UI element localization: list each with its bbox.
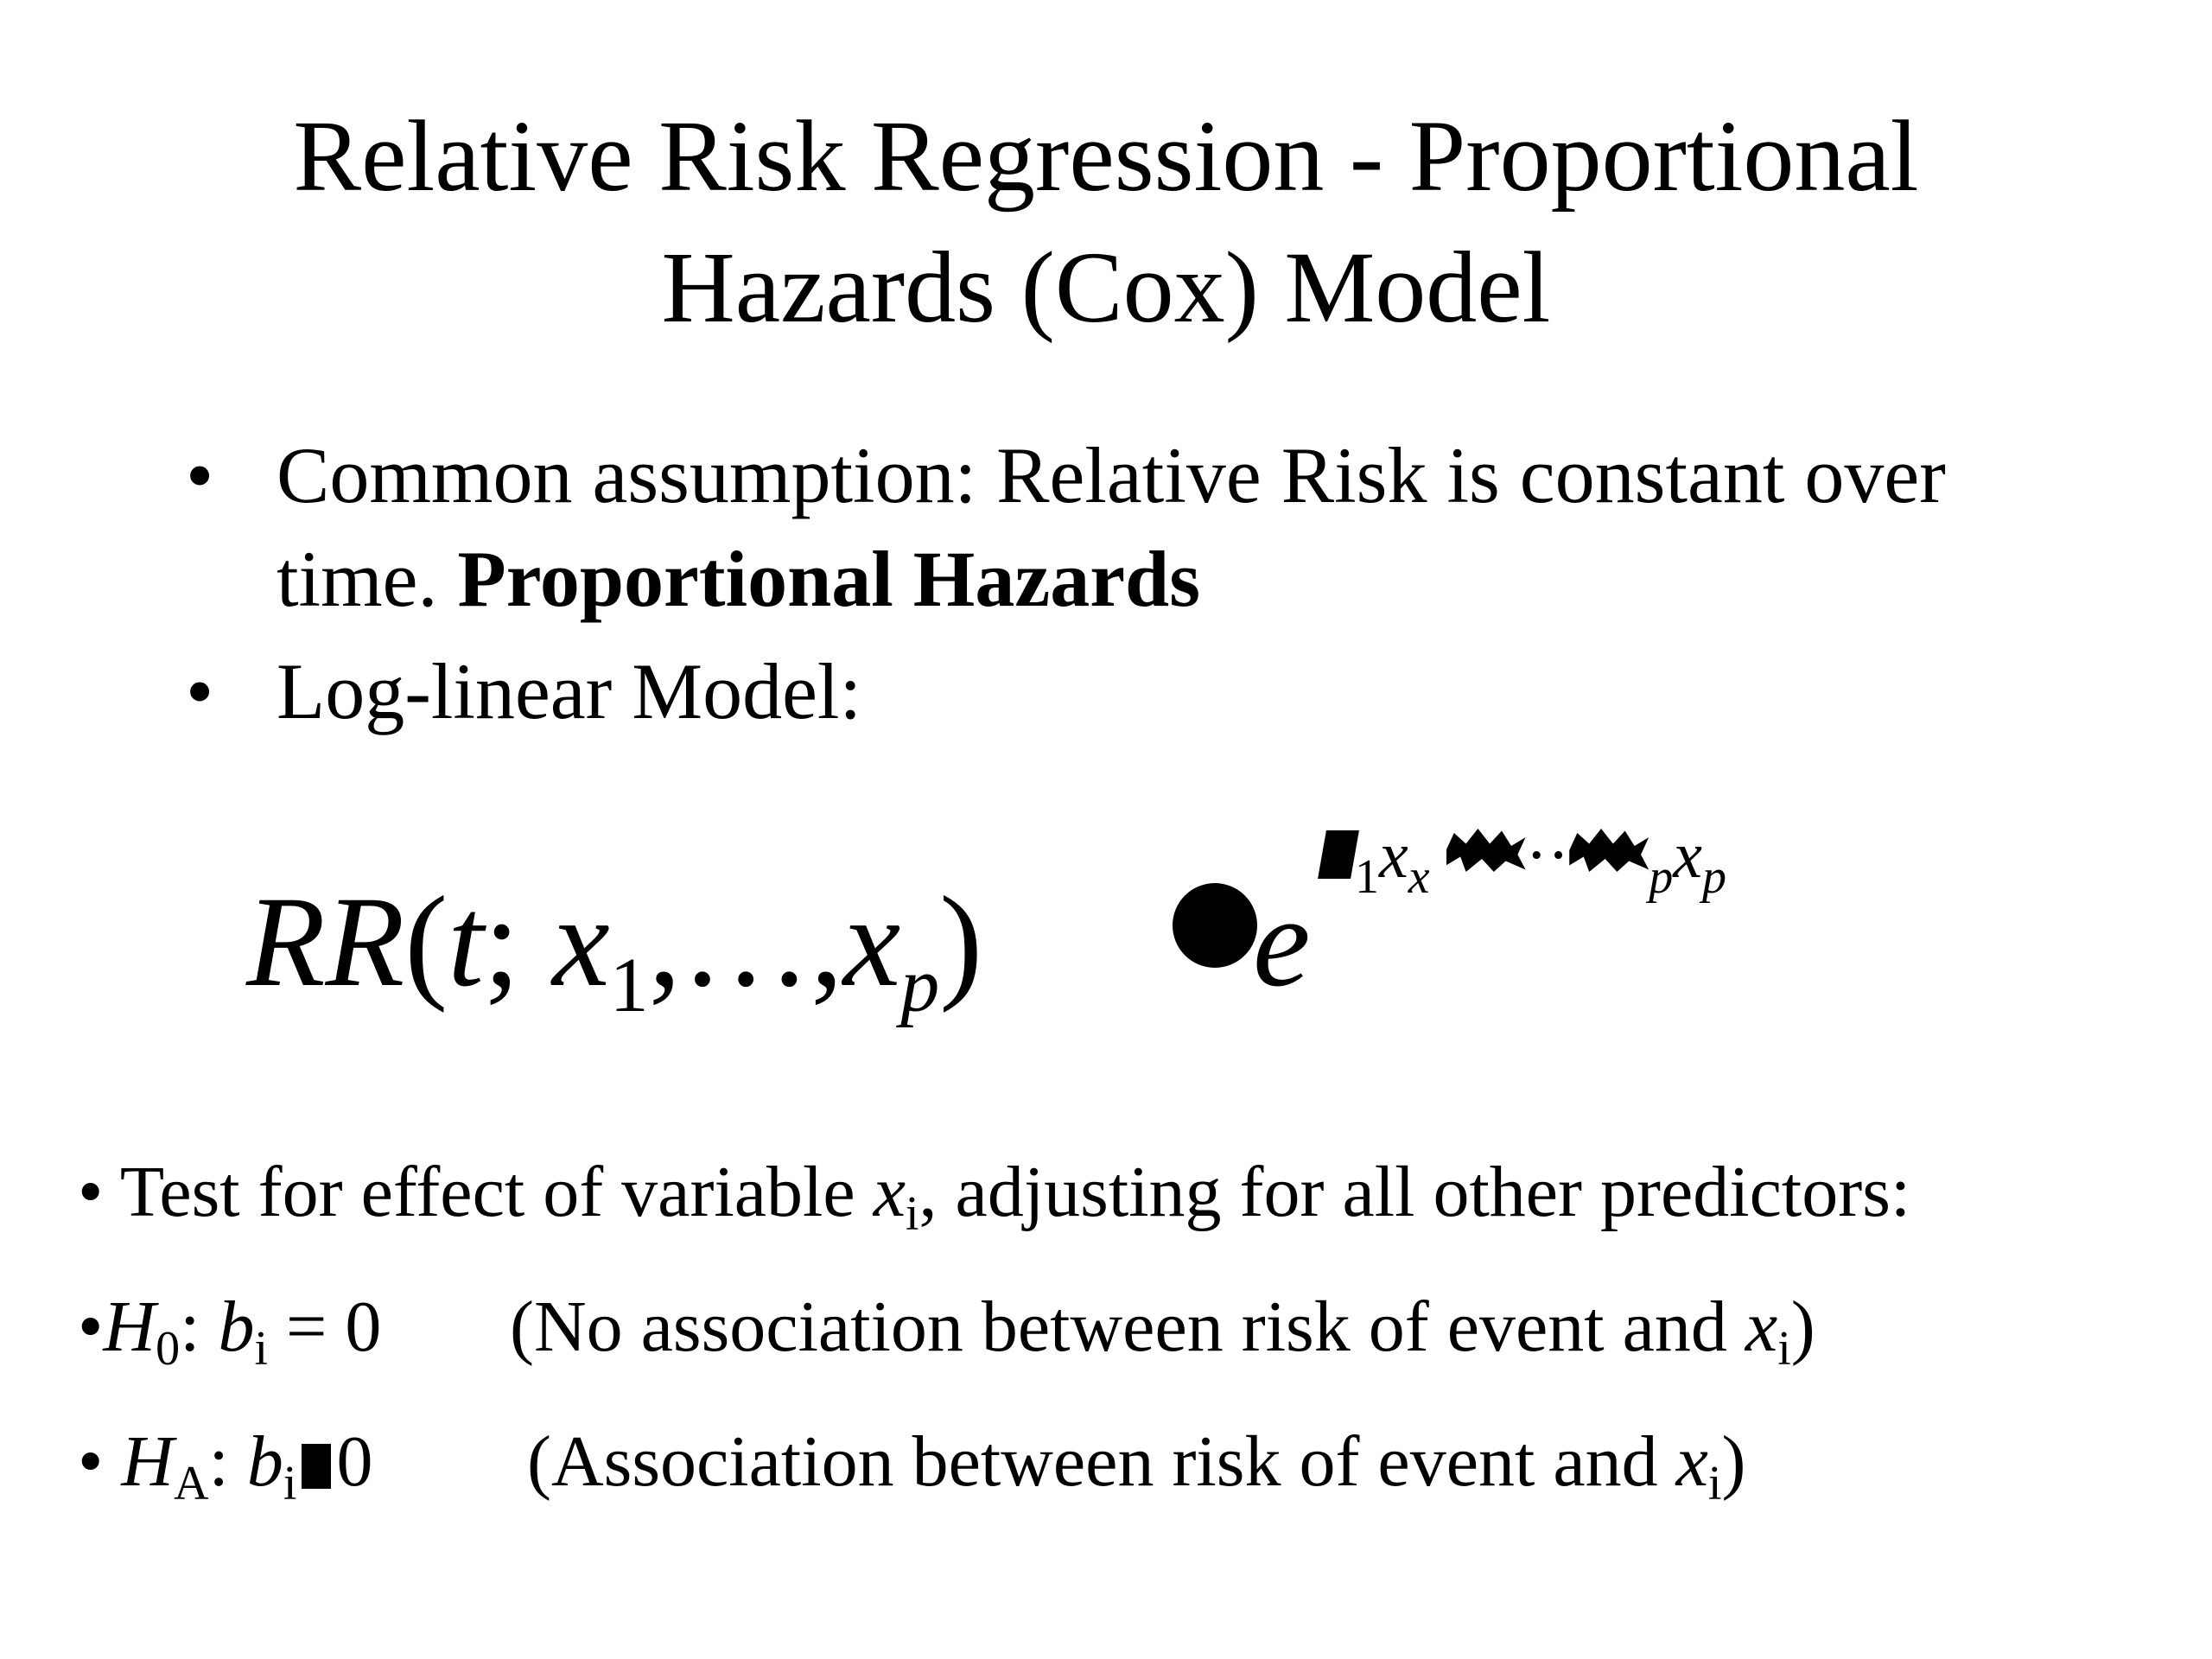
alt-hypothesis-comment-text: (Association between risk of event and (527, 1421, 1676, 1502)
hypothesis-test-section (78, 1149, 2152, 1554)
null-hypothesis-line (78, 1284, 2152, 1376)
formula-open-paren: ( (404, 870, 448, 1014)
formula-x1: x (552, 870, 610, 1014)
formula-xp: x (842, 870, 901, 1014)
formula-close-paren: ) (939, 870, 983, 1014)
alternative-hypothesis-line (78, 1419, 2152, 1510)
null-hypothesis-comment-close: ) (1790, 1287, 1815, 1367)
exponent-beta1-sub: 1 (1355, 850, 1379, 904)
formula-exp-base: e (1253, 870, 1311, 1014)
alt-hypothesis-b: b (246, 1421, 283, 1502)
null-hypothesis-sub: 0 (156, 1322, 181, 1376)
formula-x1-sub: 1 (609, 943, 649, 1028)
bullet-item-assumption (186, 423, 2044, 631)
slide-title-line-2: Hazards (Cox) Model (661, 231, 1551, 344)
alt-hypothesis-comment-close: ) (1721, 1421, 1746, 1502)
exponent-xp-sub: p (1701, 850, 1726, 904)
alt-hypothesis-comment-sub: i (1707, 1457, 1722, 1510)
alt-hypothesis-colon: : (208, 1421, 247, 1502)
log-linear-formula (246, 812, 1974, 1037)
null-hypothesis-h: H (103, 1287, 156, 1367)
null-hypothesis-b: b (218, 1287, 255, 1367)
test-intro-var: x (873, 1152, 906, 1232)
plus-glyph-icon (1446, 829, 1526, 872)
bullet-item-model (186, 639, 2044, 743)
formula-lhs (246, 864, 982, 1064)
formula-ellipsis: ,…, (648, 870, 843, 1014)
alt-hypothesis-comment-var: x (1675, 1421, 1708, 1502)
null-hypothesis-comment (510, 1284, 1815, 1392)
null-hypothesis-bullet: • (78, 1287, 104, 1367)
alt-hypothesis-sub: A (174, 1457, 209, 1510)
slide-title (0, 91, 2212, 353)
null-hypothesis-relation: = 0 (268, 1287, 382, 1367)
test-intro-var-sub: i (905, 1187, 919, 1241)
null-hypothesis-comment-text: (No association between risk of event and (510, 1287, 1745, 1367)
formula-rr: RR (246, 870, 405, 1014)
alt-hypothesis-comment (527, 1419, 1745, 1527)
bullet-assumption-text: Common assumption: Relative Risk is constant over time. (276, 431, 1946, 623)
slide-title-line-1: Relative Risk Regression - Proportional (293, 99, 1919, 213)
formula-equals-glyph-icon (1173, 883, 1257, 968)
bullet-marker: • (186, 647, 214, 735)
null-hypothesis-b-sub: i (254, 1322, 268, 1376)
exponent-betap-sub: p (1649, 850, 1674, 904)
bullet-marker: • (186, 431, 214, 519)
test-intro-line (78, 1149, 2152, 1241)
test-intro-suffix: , adjusting for all other predictors: (918, 1152, 1911, 1232)
formula-exponent (1322, 812, 1726, 920)
formula-xp-sub: p (900, 943, 940, 1028)
exponent-xp: x (1673, 819, 1702, 892)
exponent-dot-2: · (1547, 819, 1570, 892)
alt-hypothesis-relation: 0 (336, 1421, 373, 1502)
null-hypothesis-comment-sub: i (1777, 1322, 1791, 1376)
bullet-model-text: Log-linear Model: (276, 647, 862, 735)
formula-semicolon: ; (483, 870, 553, 1014)
plus-beta-glyph-icon (1569, 829, 1649, 872)
formula-t: t (448, 870, 484, 1014)
null-hypothesis-colon: : (180, 1287, 219, 1367)
exponent-x1: x (1379, 819, 1408, 892)
not-equal-glyph-icon (302, 1444, 331, 1489)
alt-hypothesis-h: H (121, 1421, 175, 1502)
bullet-list (186, 423, 2044, 752)
exponent-x1-sub: x (1408, 850, 1430, 904)
beta-glyph-icon (1318, 830, 1359, 879)
exponent-dot: · (1525, 819, 1548, 892)
alt-hypothesis-b-sub: i (283, 1457, 297, 1510)
test-intro-prefix: • Test for effect of variable (78, 1152, 874, 1232)
null-hypothesis-comment-var: x (1745, 1287, 1778, 1367)
alt-hypothesis-bullet: • (78, 1421, 122, 1502)
bullet-assumption-emphasis: Proportional Hazards (457, 535, 1201, 623)
